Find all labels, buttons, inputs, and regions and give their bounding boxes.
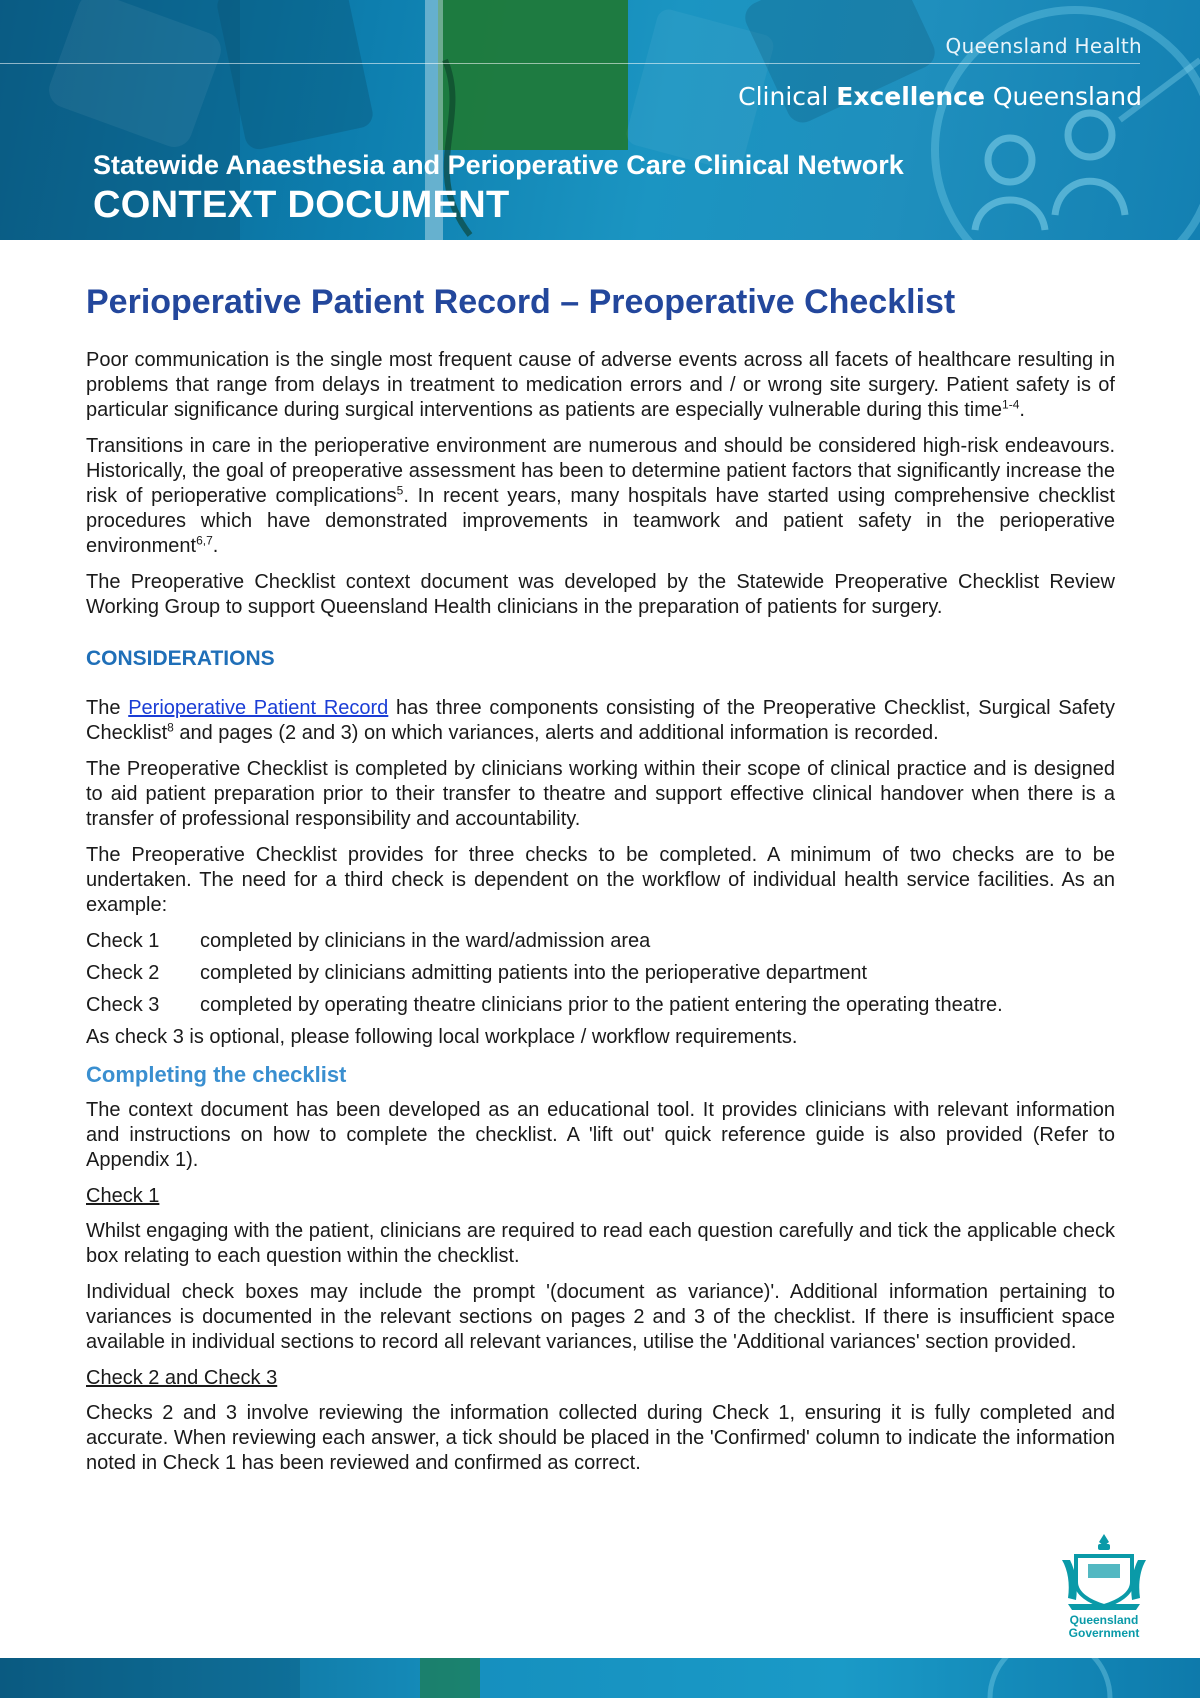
intro-p2-text-b: . In recent years, many hospitals have started using comprehensive checklist procedures which have demonstrated improvements in teamwork and patient safety in the perioperative environment <box>86 485 1115 557</box>
considerations-p1-post: and pages (2 and 3) on which variances, alerts and additional information is recorded. <box>173 722 939 744</box>
check-1-paragraph-2: Individual check boxes may include the prompt '(document as variance)'. Additional information pertaining to variances is documented in the relevant sections on pages 2 and 3 of the checklist. If there is insufficient space available in individual sections to record all relevant variances, utilise the 'Additional variances' section provided. <box>86 1281 1115 1353</box>
considerations-paragraph-2: The Preoperative Checklist is completed by clinicians working within their scope of clinical practice and is designed to aid patient preparation prior to their transfer to theatre and support effective clinical handover when there is a transfer of professional responsibility and accountability. <box>86 758 1115 830</box>
completing-paragraph-1: The context document has been developed as an educational tool. It provides clinicians with relevant information and instructions on how to complete the checklist. A 'lift out' quick reference guide is also provided (Refer to Appendix 1). <box>86 1099 1115 1171</box>
check-description: completed by clinicians admitting patients into the perioperative department <box>200 962 868 984</box>
check-1-paragraph-1: Whilst engaging with the patient, clinicians are required to read each question carefully and tick the applicable check box relating to each question within the checklist. <box>86 1220 1115 1267</box>
banner-divider <box>0 63 1140 64</box>
intro-paragraph-3: The Preoperative Checklist context document was developed by the Statewide Preoperative Checklist Review Working Group to support Queensland Health clinicians in the preparation of patients for surgery. <box>86 571 1115 618</box>
considerations-paragraph-1 <box>86 696 1115 746</box>
check-description: completed by clinicians in the ward/admission area <box>200 930 651 952</box>
reference-superscript: 1-4 <box>1002 397 1020 412</box>
intro-paragraph-1: Poor communication is the single most frequent cause of adverse events across all facets of healthcare resulting in problems that range from delays in treatment to medication errors and / or wrong site surgery. Patient safety is of particular significance during surgical interventions as patients are especially vulnerable during this time$^{1-4}$. <box>86 349 1115 421</box>
crest-text-line-1: Queensland <box>1069 1613 1139 1627</box>
header-banner <box>0 0 1200 240</box>
perioperative-patient-record-link[interactable]: Perioperative Patient Record <box>128 697 389 719</box>
crest-text-line-2: Government <box>1068 1626 1140 1640</box>
document-body <box>86 282 1115 1487</box>
document-type: CONTEXT DOCUMENT <box>93 184 510 226</box>
intro-paragraph-2: Transitions in care in the perioperative environment are numerous and should be considered high-risk endeavours. Historically, the goal of preoperative assessment has been to determine patient factors that significantly increase the risk of perioperative complications$^5$. In recent years, many hospitals have started using comprehensive checklist procedures which have demonstrated improvements in teamwork and patient safety in the perioperative environment$^{6,7}$. <box>86 435 1115 557</box>
check-item <box>86 993 1115 1018</box>
brand-bold: Excellence <box>836 82 985 111</box>
completing-checklist-heading: Completing the checklist <box>86 1062 347 1087</box>
check-2-3-heading: Check 2 and Check 3 <box>86 1367 278 1389</box>
considerations-p1-mid: has three components consisting of the Preoperative Checklist, Surgical Safety Checklist <box>86 697 1115 744</box>
org-name: Queensland Health <box>945 34 1142 58</box>
considerations-paragraph-4: As check 3 is optional, please following local workplace / workflow requirements. <box>86 1026 798 1048</box>
brand-suffix: Queensland <box>984 82 1142 111</box>
check-1-heading: Check 1 <box>86 1185 160 1207</box>
reference-superscript: 6,7 <box>196 533 213 548</box>
brand-logo-text <box>738 82 1142 111</box>
reference-superscript: 5 <box>396 483 404 498</box>
check-item <box>86 929 1115 954</box>
considerations-p1-pre: The <box>86 697 129 719</box>
network-name: Statewide Anaesthesia and Perioperative Care Clinical Network <box>93 150 904 180</box>
queensland-government-crest-logo <box>1058 1530 1150 1640</box>
check-list <box>86 929 1115 1018</box>
reference-superscript: 8 <box>167 720 174 735</box>
check-label: Check 1 <box>86 930 160 952</box>
check-item <box>86 961 1115 986</box>
considerations-heading: CONSIDERATIONS <box>86 647 275 670</box>
considerations-paragraph-3: The Preoperative Checklist provides for three checks to be completed. A minimum of two checks are to be undertaken. The need for a third check is dependent on the workflow of individual health service facilities. As an example: <box>86 844 1115 916</box>
check-description: completed by operating theatre clinicians prior to the patient entering the operating theatre. <box>200 994 1003 1016</box>
page-title: Perioperative Patient Record – Preoperative Checklist <box>86 283 956 321</box>
check-label: Check 3 <box>86 994 160 1016</box>
intro-p1-text: Poor communication is the single most frequent cause of adverse events across all facets of healthcare resulting in problems that range from delays in treatment to medication errors and / or wrong site surgery. Patient safety is of particular significance during surgical interventions as patients are especially vulnerable during this time <box>86 349 1115 421</box>
intro-p2-text-a: Transitions in care in the perioperative environment are numerous and should be considered high-risk endeavours. Historically, the goal of preoperative assessment has been to determine patient factors that significantly increase the risk of perioperative complications <box>86 435 1115 507</box>
brand-prefix: Clinical <box>738 82 837 111</box>
check-label: Check 2 <box>86 962 160 984</box>
footer-background-graphic <box>0 1658 1200 1698</box>
check-2-3-paragraph-1: Checks 2 and 3 involve reviewing the information collected during Check 1, ensuring it is fully completed and accurate. When reviewing each answer, a tick should be placed in the 'Confirmed' column to indicate the information noted in Check 1 has been reviewed and confirmed as correct. <box>86 1402 1115 1474</box>
footer-band <box>0 1658 1200 1698</box>
